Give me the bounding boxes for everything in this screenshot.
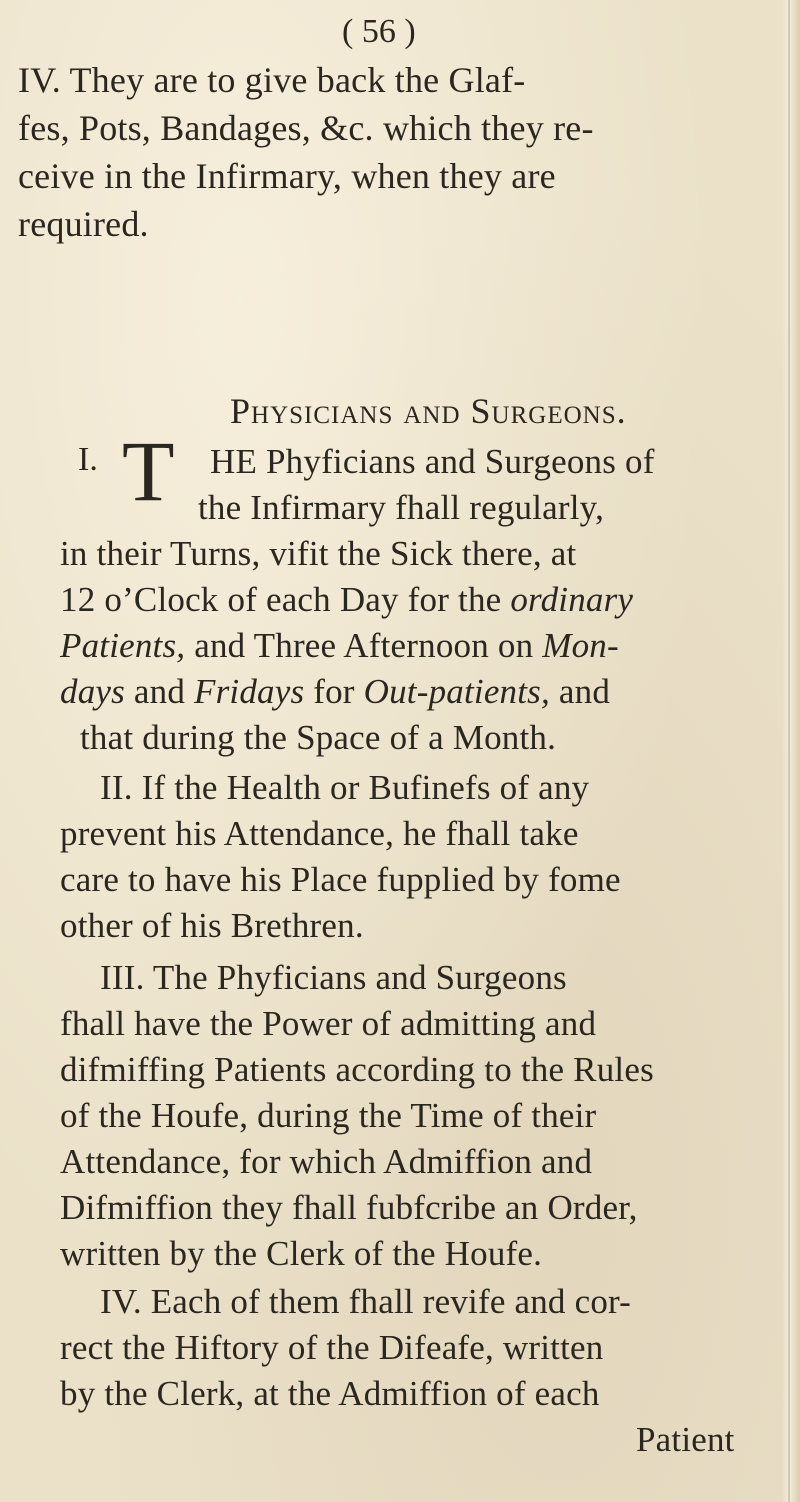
page-edge-line	[788, 0, 790, 1502]
text-line: care to have his Place fupplied by fome	[60, 860, 621, 899]
text-line: fhall have the Power of admitting and	[60, 1004, 597, 1043]
section-heading: Physicians and Surgeons.	[230, 391, 627, 431]
text-line: Difmiffion they fhall fubfcribe an Order,	[60, 1188, 638, 1227]
text-line: rect the Hiftory of the Difeafe, written	[60, 1328, 604, 1367]
text-line: required.	[18, 204, 149, 244]
text-line: IV. They are to give back the Glaf-	[18, 60, 526, 100]
text-line: fes, Pots, Bandages, &c. which they re-	[18, 108, 594, 148]
text-line: written by the Clerk of the Houfe.	[60, 1234, 543, 1273]
text-line: difmiffing Patients according to the Rules	[60, 1050, 654, 1089]
text-line: II. If the Health or Bufinefs of any	[100, 768, 590, 807]
text-line-with-italic	[60, 624, 619, 668]
drop-cap-letter: T	[122, 423, 175, 519]
italic-word: Fridays	[194, 672, 314, 711]
text-line-with-italic	[60, 578, 633, 622]
text-line-with-italic	[60, 670, 610, 714]
italic-word: Patients,	[60, 626, 195, 665]
text-line: that during the Space of a Month.	[80, 718, 557, 757]
catchword: Patient	[636, 1420, 735, 1459]
text-line: in their Turns, vifit the Sick there, at	[60, 534, 577, 573]
text-line: other of his Brethren.	[60, 906, 364, 945]
text-line: ceive in the Infirmary, when they are	[18, 156, 556, 196]
italic-word: ordinary	[510, 580, 634, 619]
page-number: ( 56 )	[342, 13, 416, 50]
text-line: prevent his Attendance, he fhall take	[60, 814, 579, 853]
text-line: of the Houfe, during the Time of their	[60, 1096, 597, 1135]
text-line: by the Clerk, at the Admiffion of each	[60, 1374, 600, 1413]
text-segment: for	[313, 672, 364, 711]
text-line: the Infirmary fhall regularly,	[198, 488, 605, 527]
italic-word: Mon-	[542, 626, 619, 665]
text-segment: and Three Afternoon on	[194, 626, 543, 665]
text-segment: and	[133, 672, 194, 711]
text-segment: and	[558, 672, 611, 711]
text-line: HE Phyficians and Surgeons of	[210, 442, 655, 481]
text-segment: 12 o’Clock of each Day for the	[60, 580, 511, 619]
text-line: IV. Each of them fhall revife and cor-	[100, 1282, 632, 1321]
italic-word: days	[60, 672, 134, 711]
text-line: Attendance, for which Admiffion and	[60, 1142, 593, 1181]
text-line: III. The Phyficians and Surgeons	[100, 958, 567, 997]
page-edge	[782, 0, 800, 1502]
italic-word: Out-patients,	[363, 672, 559, 711]
rule-numeral: I.	[78, 441, 98, 478]
